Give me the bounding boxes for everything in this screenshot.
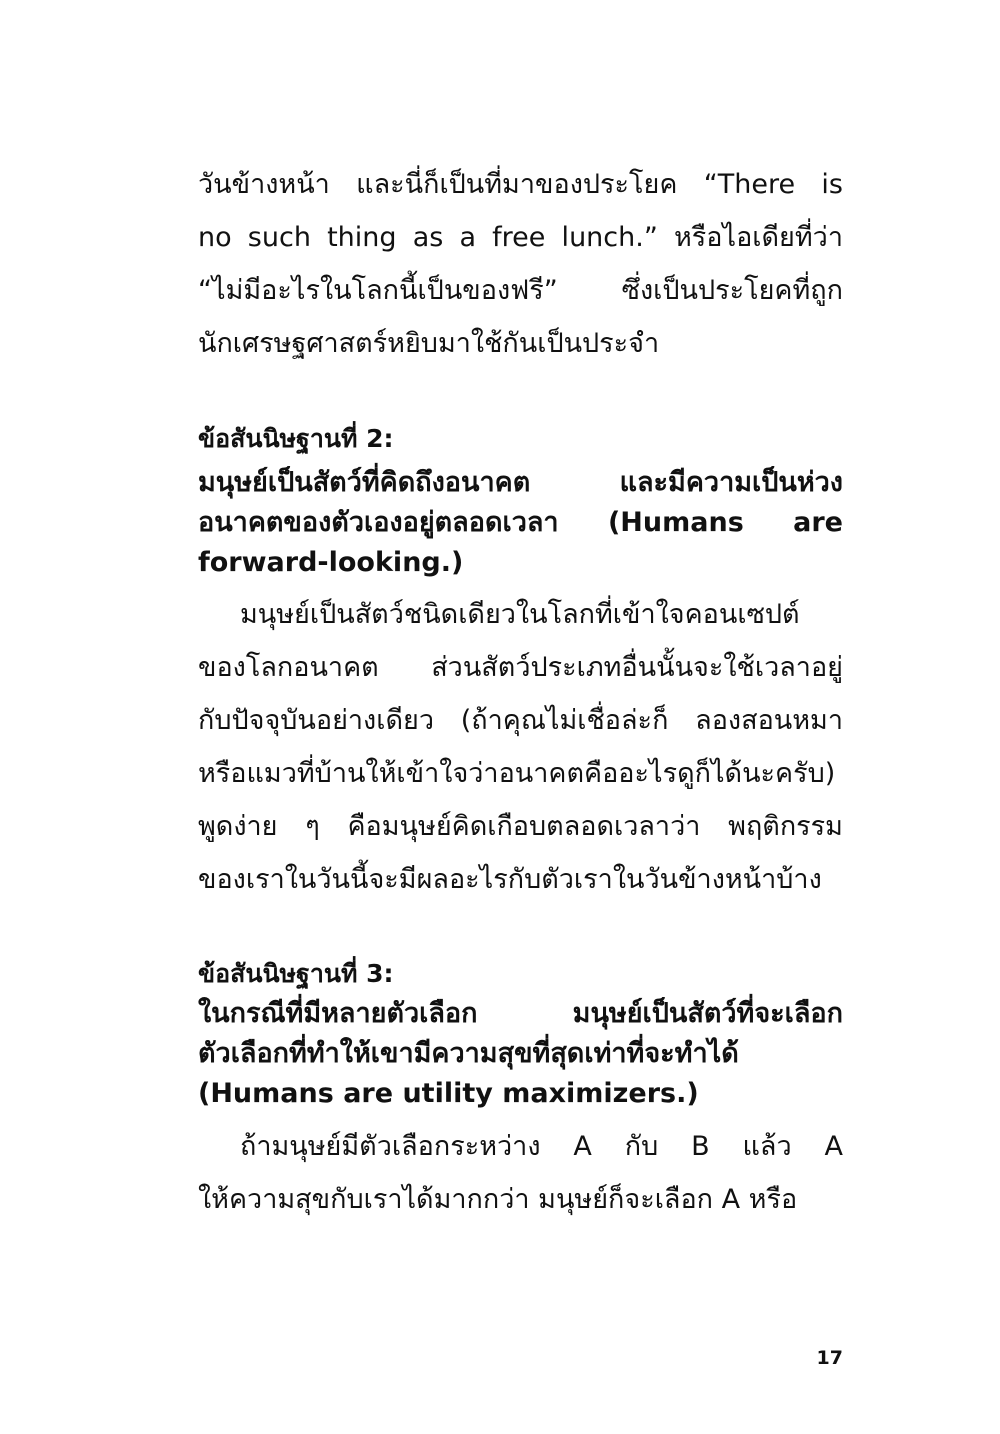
assumption-3-title-line: (Humans are utility maximizers.) (198, 1078, 699, 1109)
paragraph-line: ถ้ามนุษย์มีตัวเลือกระหว่าง A กับ B แล้ว A (240, 1131, 843, 1162)
assumption-2-title-line: อนาคตของตัวเองอยู่ตลอดเวลา (Humans are (198, 507, 843, 538)
paragraph-line: ของโลกอนาคต ส่วนสัตว์ประเภทอื่นนั้นจะใช้เวลาอยู่ (198, 652, 843, 683)
paragraph-line: no such thing as a free lunch.” หรือไอเดียที่ว่า (198, 222, 843, 253)
paragraph-line: ของเราในวันนี้จะมีผลอะไรกับตัวเราในวันข้างหน้าบ้าง (198, 864, 822, 895)
paragraph-line: พูดง่าย ๆ คือมนุษย์คิดเกือบตลอดเวลาว่า พฤติกรรม (198, 811, 843, 842)
paragraph-line: นักเศรษฐศาสตร์หยิบมาใช้กันเป็นประจำ (198, 328, 660, 359)
page-number: 17 (816, 1347, 843, 1369)
paragraph-line: วันข้างหน้า และนี่ก็เป็นที่มาของประโยค “There is (198, 169, 843, 200)
assumption-2-label: ข้อสันนิษฐานที่ 2: (198, 424, 394, 453)
assumption-2-title-line: มนุษย์เป็นสัตว์ที่คิดถึงอนาคต และมีความเป็นห่วง (198, 467, 843, 498)
assumption-3-title-line: ตัวเลือกที่ทำให้เขามีความสุขที่สุดเท่าที่จะทำได้ (198, 1038, 739, 1069)
assumption-3-title-line: ในกรณีที่มีหลายตัวเลือก มนุษย์เป็นสัตว์ที่จะเลือก (198, 998, 843, 1029)
assumption-2-title-line: forward-looking.) (198, 547, 464, 578)
paragraph-line: กับปัจจุบันอย่างเดียว (ถ้าคุณไม่เชื่อล่ะก็ ลองสอนหมา (198, 705, 843, 736)
paragraph-line: มนุษย์เป็นสัตว์ชนิดเดียวในโลกที่เข้าใจคอนเซปต์ (240, 599, 800, 630)
paragraph-line: ให้ความสุขกับเราได้มากกว่า มนุษย์ก็จะเลือก A หรือ (198, 1184, 798, 1215)
paragraph-line: หรือแมวที่บ้านให้เข้าใจว่าอนาคตคืออะไรดูก็ได้นะครับ) (198, 758, 836, 789)
paragraph-line: “ไม่มีอะไรในโลกนี้เป็นของฟรี” ซึ่งเป็นประโยคที่ถูก (198, 275, 843, 306)
assumption-3-label: ข้อสันนิษฐานที่ 3: (198, 959, 394, 988)
